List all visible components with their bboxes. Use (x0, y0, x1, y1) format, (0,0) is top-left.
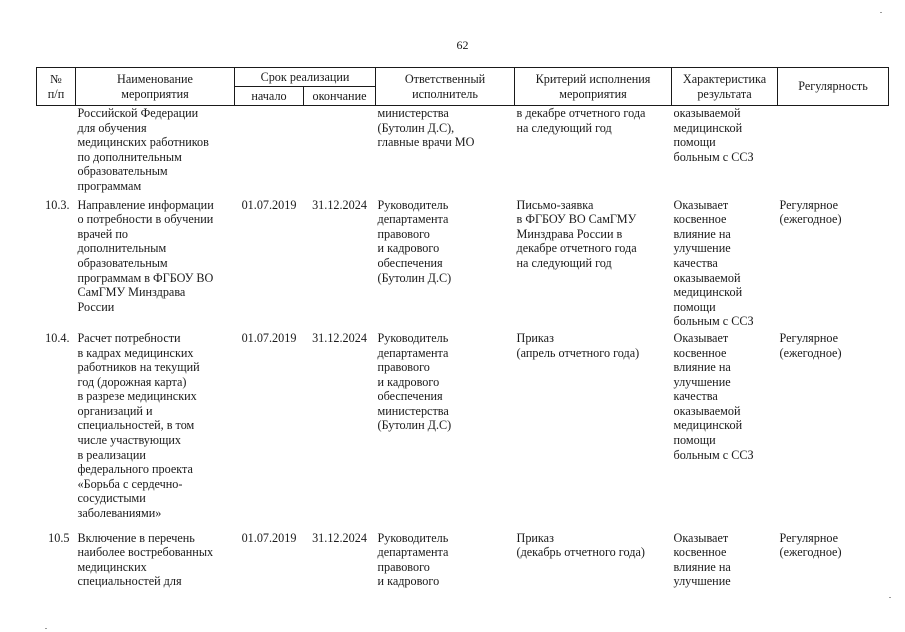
cell-result: оказываемой медицинской помощи больным с ССЗ (673, 106, 754, 164)
table-row (37, 521, 889, 589)
cell-end: 31.12.2024 (312, 530, 367, 545)
cell-regularity: Регулярное (ежегодное) (779, 530, 842, 560)
cell-responsible: министерства (Бутолин Д.С), главные врачи МО (377, 106, 475, 150)
cell-result: Оказывает косвенное влияние на улучшение качества оказываемой медицинской помощи больным с ССЗ (673, 197, 754, 329)
table-row (37, 329, 889, 521)
cell-name: Российской Федерации для обучения медицинских работников по дополнительным образовательным программам (77, 106, 209, 193)
cell-num: 10.5 (48, 530, 70, 545)
cell-regularity (778, 106, 889, 194)
cell-num: 10.4. (45, 330, 70, 345)
cell-start: 01.07.2019 (241, 530, 297, 545)
header-end: окончание (304, 87, 376, 106)
cell-start (235, 106, 304, 194)
header-regularity: Регулярность (778, 68, 889, 106)
cell-end (304, 106, 376, 194)
cell-name: Направление информации о потребности в обучении врачей по дополнительным образовательным программам в ФГБОУ ВО СамГМУ Минздрава России (77, 197, 214, 314)
scan-speck (45, 628, 47, 629)
cell-result: Оказывает косвенное влияние на улучшение (673, 530, 731, 589)
cell-num (37, 106, 76, 194)
cell-name: Включение в перечень наиболее востребованных медицинских специальностей для (77, 530, 214, 589)
header-result: Характеристика результата (672, 68, 778, 106)
cell-end: 31.12.2024 (312, 330, 367, 345)
cell-criterion: Письмо-заявка в ФГБОУ ВО СамГМУ Минздрава России в декабре отчетного года на следующий год (516, 197, 637, 270)
header-name: Наименование мероприятия (76, 68, 235, 106)
cell-name: Расчет потребности в кадрах медицинских работников на текущий год (дорожная карта) в разрезе медицинских организаций и специальностей, в том числе участвующих в реализации федерального проекта «Борьба с сердечно- сосудистыми заболеваниями» (77, 330, 200, 521)
header-num: № п/п (37, 68, 76, 106)
cell-responsible: Руководитель департамента правового и кадрового обеспечения министерства (Бутолин Д.С) (377, 330, 452, 433)
cell-result: Оказывает косвенное влияние на улучшение качества оказываемой медицинской помощи больным с ССЗ (673, 330, 754, 462)
header-criterion: Критерий исполнения мероприятия (515, 68, 672, 106)
cell-regularity: Регулярное (ежегодное) (779, 197, 842, 227)
cell-start: 01.07.2019 (241, 197, 297, 212)
page-number: 62 (456, 38, 469, 52)
cell-responsible: Руководитель департамента правового и кадрового (377, 530, 449, 589)
measures-table (36, 67, 889, 589)
cell-criterion: Приказ (апрель отчетного года) (516, 330, 640, 360)
scan-speck (880, 12, 882, 13)
cell-criterion: Приказ (декабрь отчетного года) (516, 530, 645, 560)
table-row (37, 106, 889, 194)
header-period: Срок реализации (235, 68, 376, 87)
cell-end: 31.12.2024 (312, 197, 367, 212)
table-row (37, 194, 889, 329)
header-start: начало (235, 87, 304, 106)
cell-num: 10.3. (45, 197, 70, 212)
header-responsible: Ответственный исполнитель (376, 68, 515, 106)
scan-speck (889, 597, 891, 598)
cell-responsible: Руководитель департамента правового и кадрового обеспечения (Бутолин Д.С) (377, 197, 452, 285)
cell-regularity: Регулярное (ежегодное) (779, 330, 842, 360)
cell-criterion: в декабре отчетного года на следующий год (516, 106, 646, 135)
cell-start: 01.07.2019 (241, 330, 297, 345)
